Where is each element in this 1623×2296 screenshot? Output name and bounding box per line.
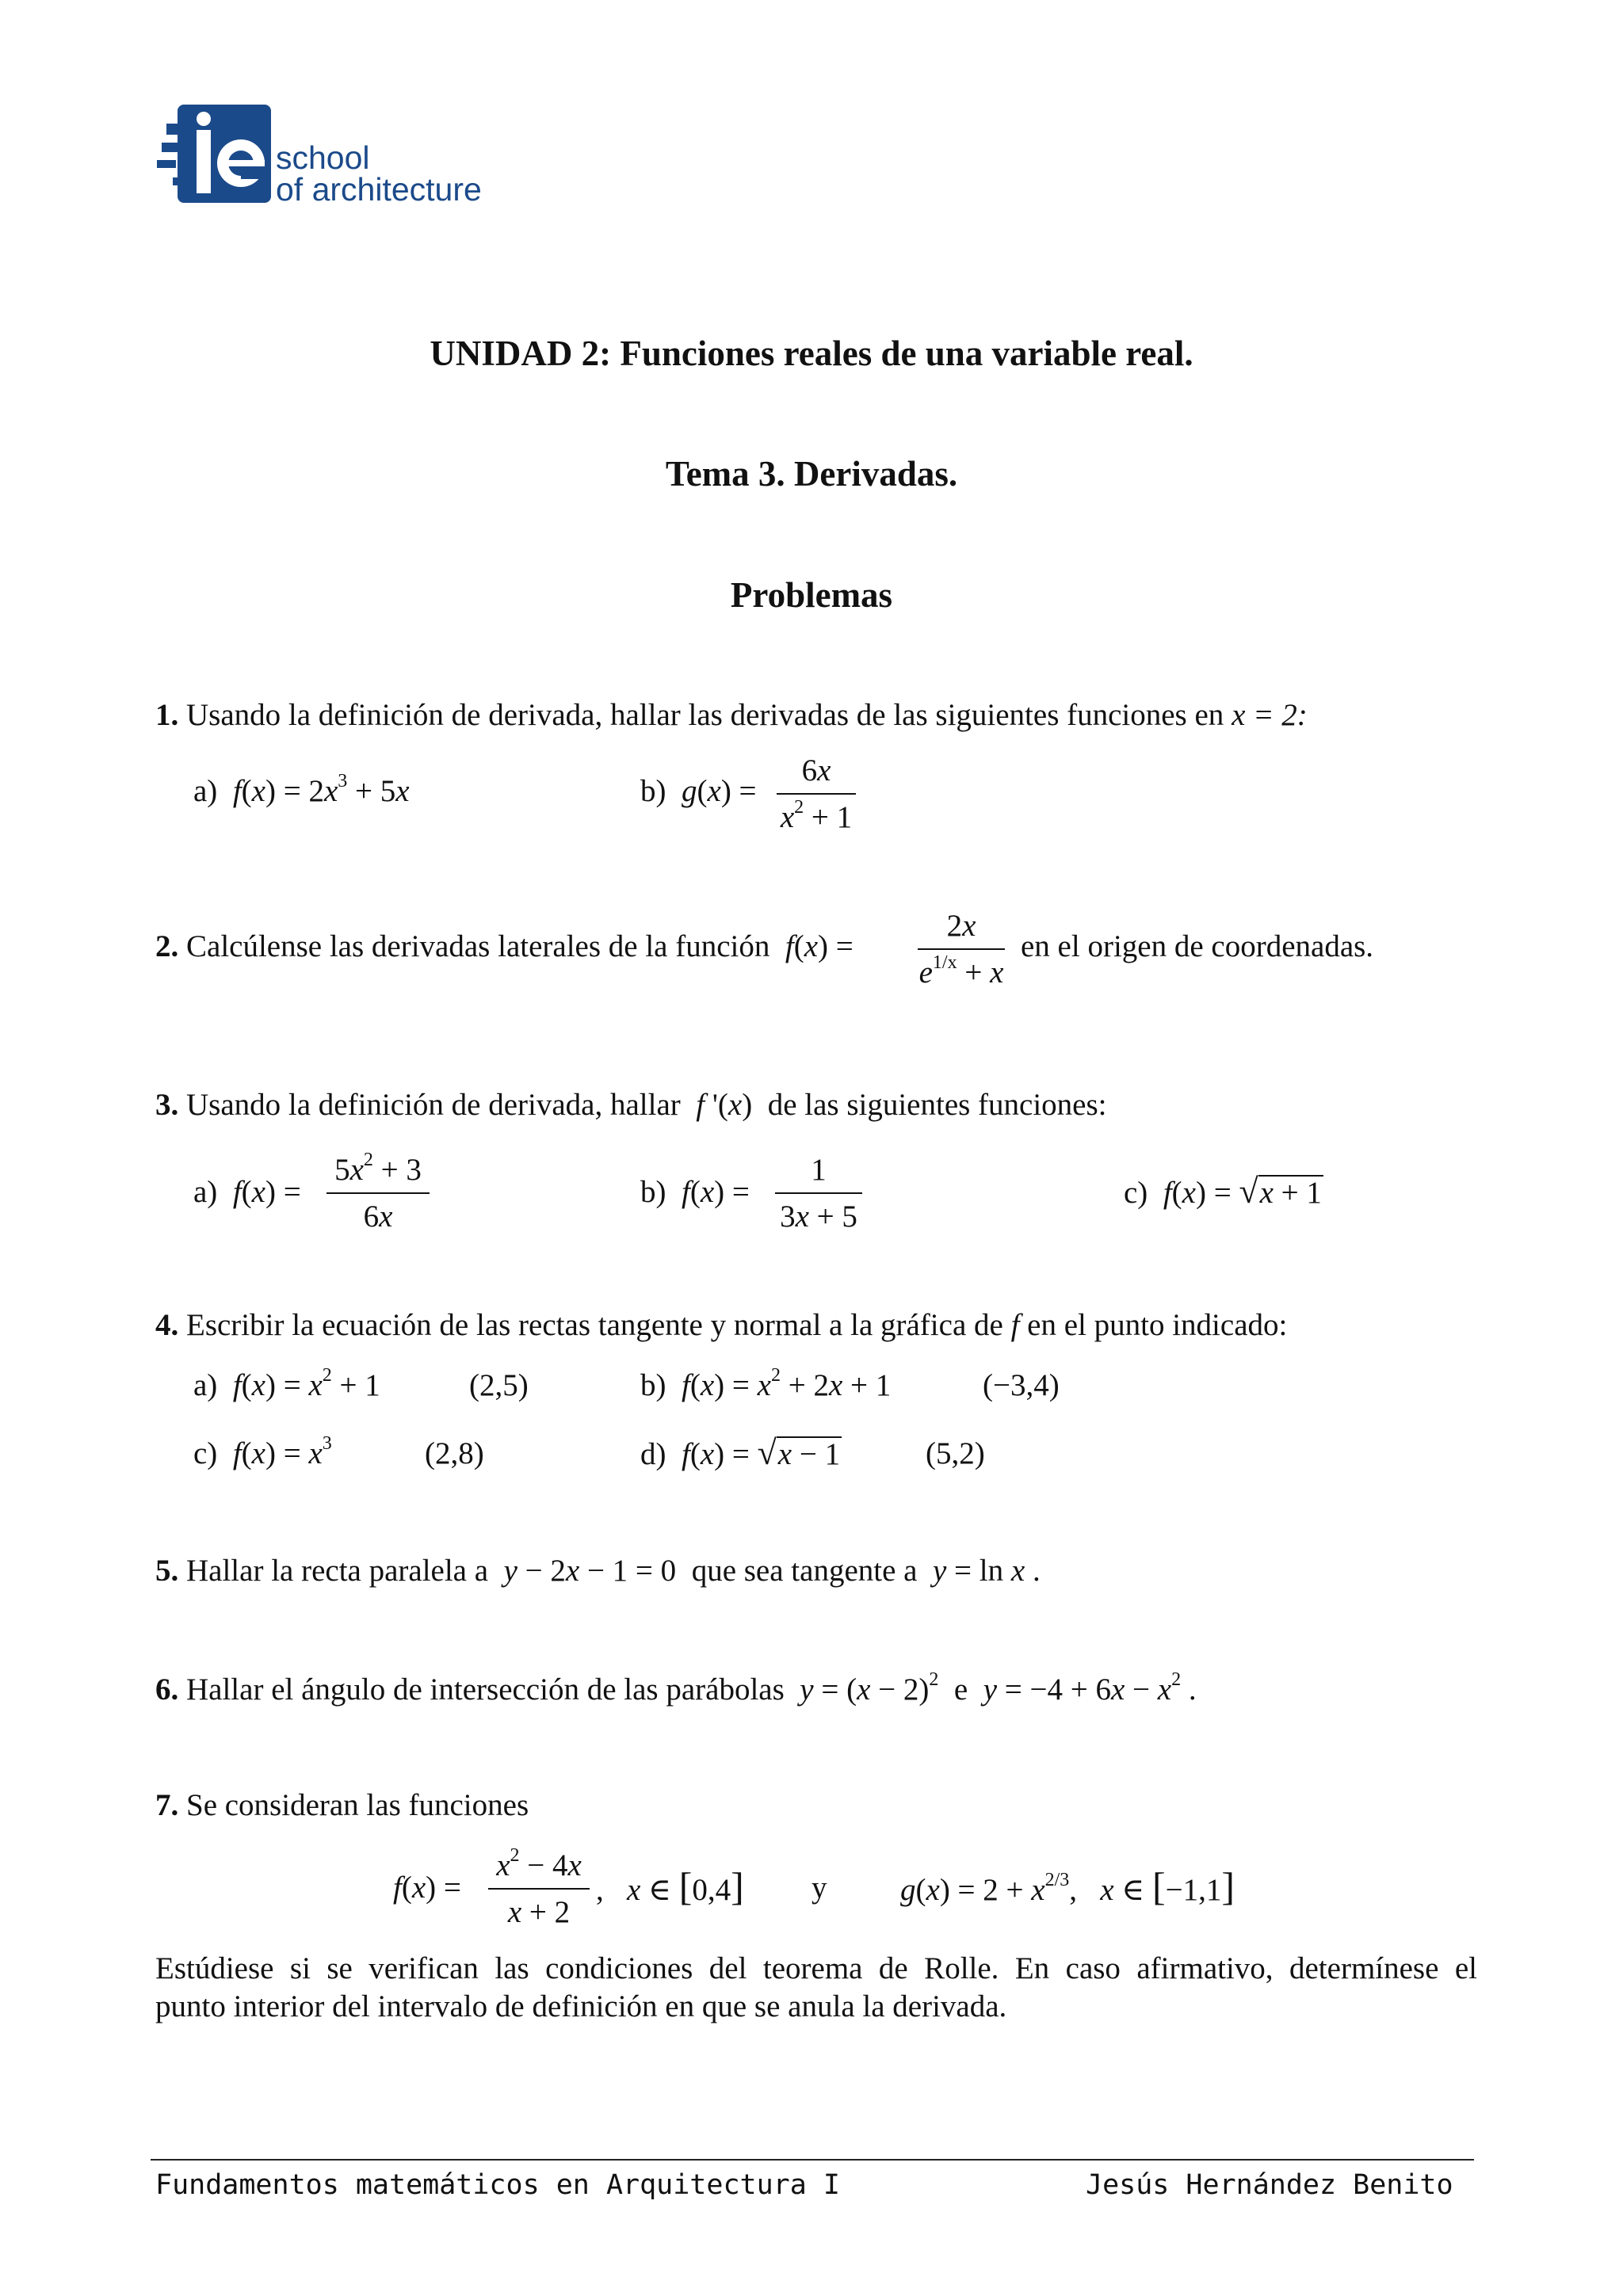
problem-4b-point: (−3,4) [983, 1368, 1060, 1402]
logo [155, 101, 488, 212]
problem-2-number: 2. [155, 929, 179, 963]
problem-3a-fraction: $5x^2 + 3$ 6x [327, 1152, 430, 1234]
problem-7-f-domain: , x ∈ [0,4] [596, 1864, 744, 1909]
problem-1b-fraction: 6x $x^2 + 1$ [777, 753, 856, 835]
problem-6-statement: 6. Hallar el ángulo de intersección de las parábolas $y = (x - 2)^2$ e $y = -4 + 6x - x^2$ . [155, 1669, 1197, 1707]
footer-divider [151, 2159, 1474, 2161]
problem-7-g: $g(x) = 2 + x^{2/3}$, x ∈ [−1,1] [900, 1864, 1235, 1909]
problem-4b: b) $f(x) = x^2 + 2x + 1$ [640, 1365, 892, 1402]
logo-architecture-text: of architecture [276, 171, 482, 208]
problem-3-statement: 3. Usando la definición de derivada, hallar f '(x) de las siguientes funciones: [155, 1088, 1107, 1122]
problem-5-statement: 5. Hallar la recta paralela a y − 2x − 1 = 0 que sea tangente a y = ln x . [155, 1554, 1041, 1588]
section-title: Problemas [730, 575, 893, 615]
problem-2-statement: 2. Calcúlense las derivadas laterales de la función f(x) = [155, 929, 854, 963]
problem-4d-point: (5,2) [926, 1436, 985, 1470]
problem-7-tail-line-1: Estúdiese si se verifican las condiciones del teorema de Rolle. En caso afirmativo, determínese el [155, 1951, 1477, 1985]
problem-5-number: 5. [155, 1554, 179, 1588]
problem-1-statement: 1. Usando la definición de derivada, hallar las derivadas de las siguientes funciones en x = 2: [155, 698, 1308, 732]
problem-3a: a) f(x) = [193, 1175, 301, 1209]
logo-school-text: school [276, 139, 370, 176]
problem-7-conj: y [812, 1871, 827, 1905]
problem-3b: b) f(x) = [640, 1175, 750, 1209]
ie-logo-icon [155, 101, 274, 212]
problem-1-number: 1. [155, 698, 179, 732]
problem-3b-fraction: 1 3x + 5 [775, 1152, 862, 1234]
problem-7-statement: 7. Se consideran las funciones [155, 1788, 529, 1822]
problem-4a-point: (2,5) [469, 1368, 529, 1402]
problem-1b: b) g(x) = [640, 774, 757, 808]
problem-7-number: 7. [155, 1788, 179, 1822]
footer-course: Fundamentos matemáticos en Arquitectura I [155, 2169, 840, 2201]
problem-4a: a) $f(x) = x^2 + 1$ [193, 1365, 380, 1402]
topic-title: Tema 3. Derivadas. [665, 454, 958, 494]
footer-author: Jesús Hernández Benito [1086, 2169, 1453, 2201]
problem-6-number: 6. [155, 1672, 179, 1707]
unit-title: UNIDAD 2: Funciones reales de una variable real. [430, 334, 1193, 373]
problem-4d: d) f(x) = √x − 1 [640, 1433, 841, 1472]
problem-1a: a) $f(x) = 2x^3 + 5x$ [193, 771, 410, 808]
problem-2-fraction: 2x $e^{1/x} + x$ [918, 909, 1004, 990]
problem-7-f-fraction: $x^2 - 4x$ x + 2 [488, 1848, 590, 1930]
problem-4-statement: 4. Escribir la ecuación de las rectas tangente y normal a la gráfica de f en el punto indicado: [155, 1308, 1288, 1342]
problem-4c: c) $f(x) = x^3$ [193, 1433, 332, 1470]
problem-3-number: 3. [155, 1088, 179, 1122]
problem-4c-point: (2,8) [425, 1436, 484, 1470]
problem-3c: c) f(x) = √x + 1 [1124, 1172, 1322, 1211]
problem-7-tail-line-2: punto interior del intervalo de definición en que se anula la derivada. [155, 1989, 1007, 2023]
problem-7-f-label: f(x) = [393, 1871, 461, 1905]
problem-4-number: 4. [155, 1308, 179, 1342]
problem-2-tail: en el origen de coordenadas. [1021, 929, 1374, 963]
